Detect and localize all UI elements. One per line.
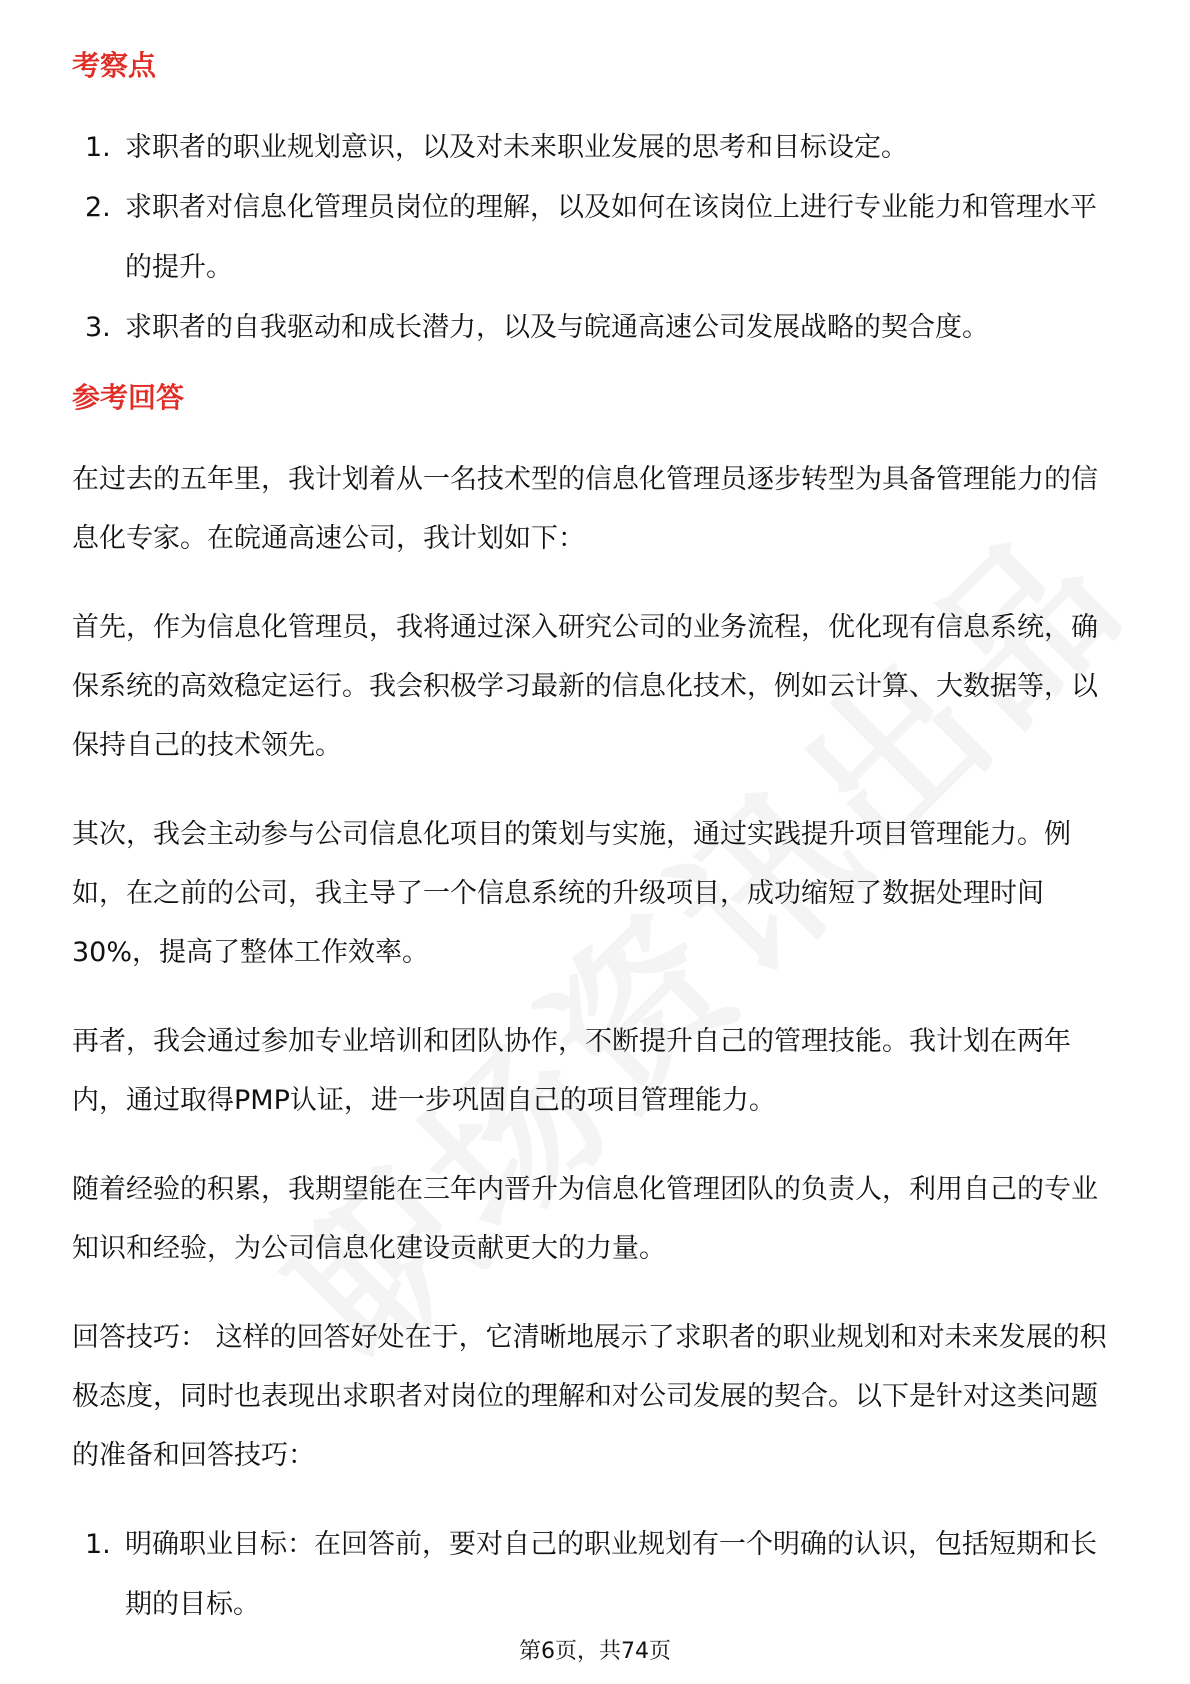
tips-paragraph: 回答技巧： 这样的回答好处在于，它清晰地展示了求职者的职业规划和对未来发展的积极态度，同时也表现出求职者对岗位的理解和对公司发展的契合。以下是针对这类问题的准备和回答技巧： <box>72 1322 1107 1471</box>
answer-paragraph: 首先，作为信息化管理员，我将通过深入研究公司的业务流程，优化现有信息系统，确保系统的高效稳定运行。我会积极学习最新的信息化技术，例如云计算、大数据等，以保持自己的技术领先。 <box>72 612 1098 761</box>
answer-paragraph: 再者，我会通过参加专业培训和团队协作，不断提升自己的管理技能。我计划在两年内，通过取得PMP认证，进一步巩固自己的项目管理能力。 <box>72 1026 1071 1116</box>
page-number: 第6页，共74页 <box>519 1639 671 1664</box>
answer-paragraph: 在过去的五年里，我计划着从一名技术型的信息化管理员逐步转型为具备管理能力的信息化专家。在皖通高速公司，我计划如下： <box>72 464 1098 554</box>
section-title-examine: 考察点 <box>72 49 157 82</box>
list-item-text: 求职者的职业规划意识，以及对未来职业发展的思考和目标设定。 <box>125 132 908 163</box>
list-number: 1. <box>85 132 111 163</box>
list-item <box>72 298 1120 358</box>
answer-paragraph: 随着经验的积累，我期望能在三年内晋升为信息化管理团队的负责人，利用自己的专业知识和经验，为公司信息化建设贡献更大的力量。 <box>72 1174 1098 1264</box>
list-item <box>72 118 1120 178</box>
tips-list <box>72 1515 1120 1635</box>
list-item <box>72 1515 1120 1635</box>
list-number: 3. <box>85 312 111 343</box>
section-title-answer: 参考回答 <box>72 381 185 414</box>
list-item-text: 明确职业目标：在回答前，要对自己的职业规划有一个明确的认识，包括短期和长期的目标。 <box>125 1529 1097 1620</box>
answer-paragraph: 其次，我会主动参与公司信息化项目的策划与实施，通过实践提升项目管理能力。例如，在之前的公司，我主导了一个信息系统的升级项目，成功缩短了数据处理时间30%，提高了整体工作效率。 <box>72 819 1071 968</box>
list-item <box>72 178 1120 298</box>
list-item-text: 求职者的自我驱动和成长潜力，以及与皖通高速公司发展战略的契合度。 <box>125 312 989 343</box>
list-item-text: 求职者对信息化管理员岗位的理解，以及如何在该岗位上进行专业能力和管理水平的提升。 <box>125 192 1097 283</box>
list-number: 2. <box>85 192 111 223</box>
examine-list <box>72 118 1120 358</box>
page-content <box>72 46 1120 1655</box>
list-number: 1. <box>85 1529 111 1560</box>
